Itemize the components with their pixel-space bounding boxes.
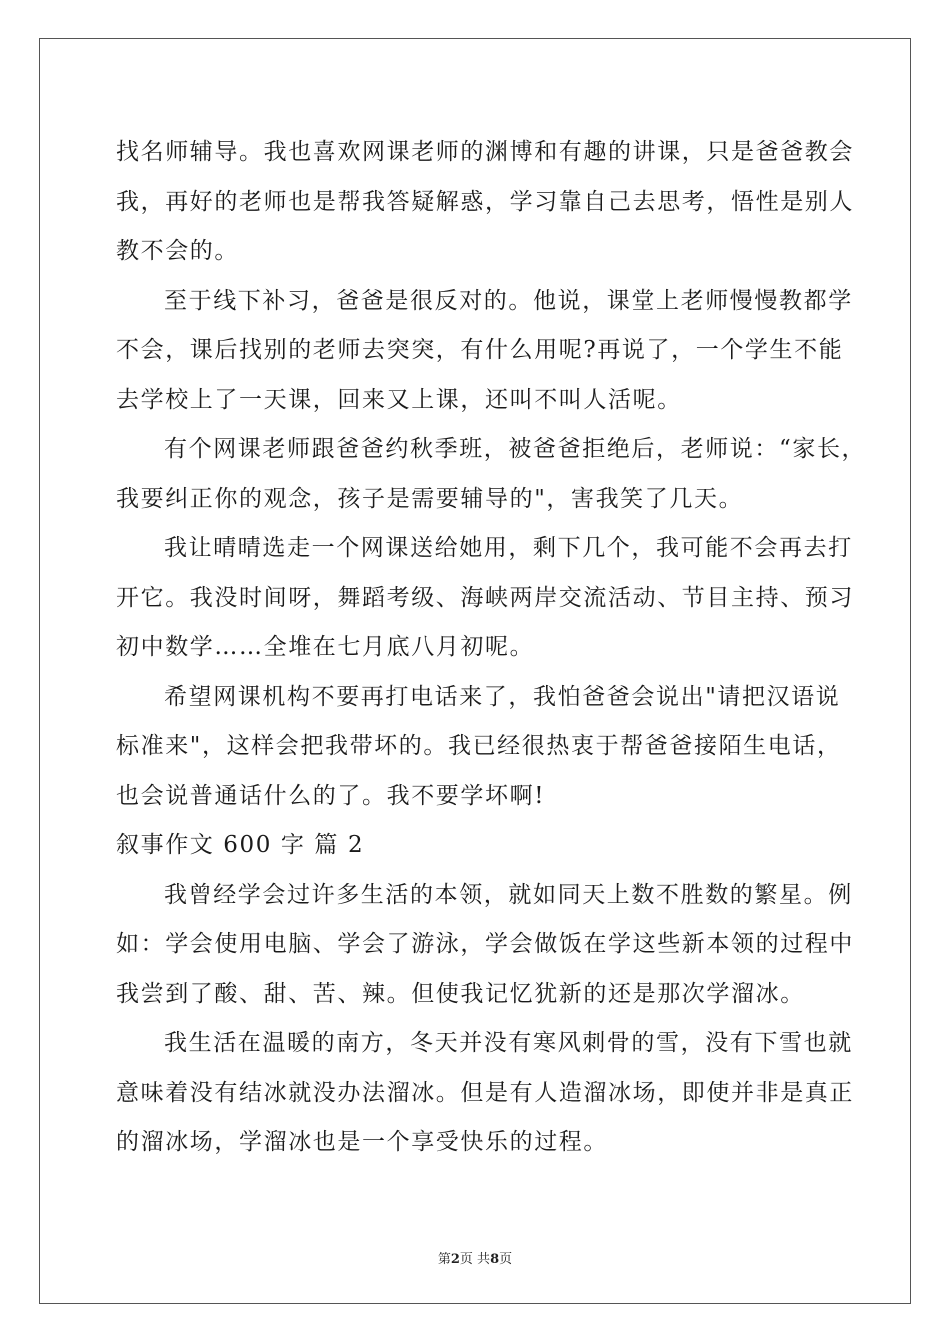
page-footer — [0, 1248, 950, 1267]
text-line: 意味着没有结冰就没办法溜冰。但是有人造溜冰场，即使并非是真正 — [116, 1079, 854, 1106]
page-number-middle: 页 共 — [459, 1252, 491, 1267]
text-line: 我，再好的老师也是帮我答疑解惑，学习靠自己去思考，悟性是别人 — [116, 188, 854, 215]
text-line: 去学校上了一天课，回来又上课，还叫不叫人活呢。 — [116, 386, 682, 413]
text-line: 希望网课机构不要再打电话来了，我怕爸爸会说出"请把汉语说 — [164, 683, 841, 710]
total-page-number: 8 — [490, 1252, 500, 1267]
text-line: 我曾经学会过许多生活的本领，就如同天上数不胜数的繁星。例 — [164, 881, 853, 908]
text-line: 初中数学……全堆在七月底八月初呢。 — [116, 634, 535, 660]
text-line: 我尝到了酸、甜、苦、辣。但使我记忆犹新的还是那次学溜冰。 — [116, 980, 805, 1007]
text-line: 不会，课后找别的老师去突突，有什么用呢?再说了，一个学生不能 — [116, 337, 844, 363]
text-line: 教不会的。 — [116, 238, 239, 264]
page-number-prefix: 第 — [437, 1252, 451, 1267]
text-line: 有个网课老师跟爸爸约秋季班，被爸爸拒绝后，老师说：“家长， — [164, 436, 867, 462]
text-line: 叙事作文 600 字 篇 2 — [116, 832, 365, 858]
text-line: 我要纠正你的观念，孩子是需要辅导的"，害我笑了几天。 — [116, 485, 744, 512]
page-number-suffix: 页 — [499, 1252, 513, 1267]
current-page-number: 2 — [450, 1252, 460, 1267]
text-line: 也会说普通话什么的了。我不要学坏啊! — [116, 782, 546, 809]
text-line: 我让晴晴选走一个网课送给她用，剩下几个，我可能不会再去打 — [164, 535, 853, 561]
text-line: 我生活在温暖的南方，冬天并没有寒风刺骨的雪，没有下雪也就 — [164, 1030, 853, 1056]
text-line: 至于线下补习，爸爸是很反对的。他说，课堂上老师慢慢教都学 — [164, 287, 853, 314]
text-line: 标准来"，这样会把我带坏的。我已经很热衷于帮爸爸接陌生电话， — [116, 733, 842, 759]
text-line: 如：学会使用电脑、学会了游泳，学会做饭在学这些新本领的过程中 — [116, 931, 854, 957]
document-body — [116, 128, 867, 1168]
text-line: 的溜冰场，学溜冰也是一个享受快乐的过程。 — [116, 1129, 608, 1155]
text-line: 找名师辅导。我也喜欢网课老师的渊博和有趣的讲课，只是爸爸教会 — [116, 139, 854, 165]
text-line: 开它。我没时间呀，舞蹈考级、海峡两岸交流活动、节目主持、预习 — [116, 584, 854, 611]
